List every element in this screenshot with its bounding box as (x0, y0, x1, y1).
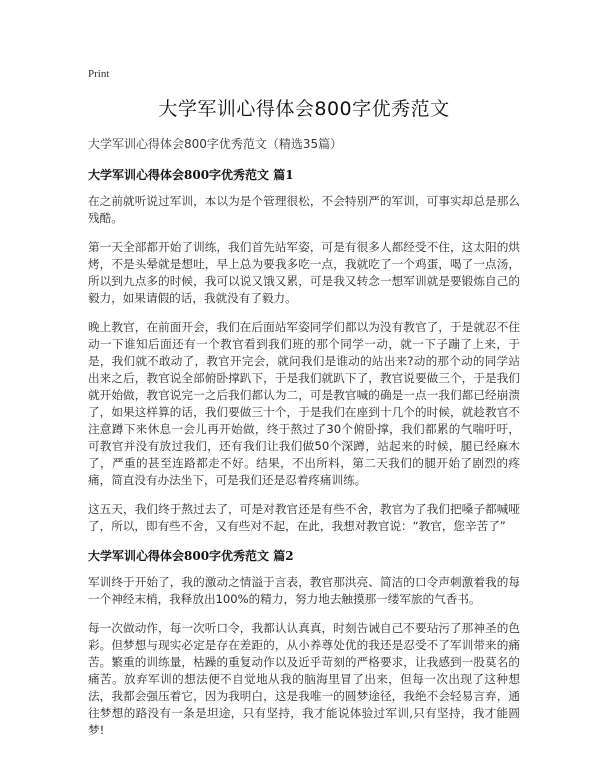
paragraph: 军训终于开始了，我的激动之情溢于言表，教官那洪亮、简洁的口令声刺激着我的每一个神经末梢，我释放出100%的精力，努力地去触摸那一缕军旅的气香书。 (88, 575, 520, 606)
print-link[interactable]: Print (88, 68, 110, 80)
paragraph: 这五天，我们终于熬过去了，可是对教官还是有些不舍，教官为了我们把嗓子都喊哑了，所以，即有些不舍，又有些对不起，在此，我想对教官说：“教官，您辛苦了” (88, 502, 520, 533)
paragraph: 第一天全部都开始了训练，我们首先站军姿，可是有很多人都经受不住，这太阳的烘烤，不是头晕就是想吐，早上总为要我多吃一点，我就吃了一个鸡蛋，喝了一点汤，所以到九点多的时候，我可以说又饿又累，可是我又转念一想军训就是要锻炼自己的毅力，如果请假的话，我就没有了毅力。 (88, 240, 520, 305)
document-page (88, 68, 520, 751)
paragraph: 每一次做动作，每一次听口令，我都认认真真，时刻告诫自己不要玷污了那神圣的色彩。但梦想与现实必定是存在差距的，从小养尊处优的我还是忍受不了军训带来的痛苦。繁重的训练量，枯躁的重复动作以及近乎苛刻的严格要求，让我感到一股莫名的痛苦。放弃军训的想法便不自觉地从我的脑海里冒了出来，但每一次出现了这种想法，我都会强压着它，因为我明白，这是我唯一的圆梦途径，我绝不会轻易言弃，通往梦想的路没有一条是坦途，只有坚持，我才能说体验过军训,只有坚持，我才能圆梦! (88, 621, 520, 737)
paragraph: 晚上教官，在前面开会，我们在后面站军姿同学们都以为没有教官了，于是就忍不住动一下谁知后面还有一个教官看到我们班的那个同学一动，就一下子蹦了上来，于是，我们就不敢动了，教官开完会，就问我们是谁动的站出来?动的那个动的同学站出来之后，教官说全部俯卧撑趴下，于是我们就趴下了，教官说要做三个，于是我们就开始做，教官说完一之后我们都认为二，可是教官喊的确是一点一我们都已经崩溃了，如果这样算的话，我们要做三十个，于是我们在座到十几个的时候，就趁教官不注意蹲下来休息一会儿再开始做，终于熬过了30个俯卧撑，我们都累的气喘吁吁，可教官并没有放过我们，还有我们让我们做50个深蹲，站起来的时候，腿已经麻木了，严重的甚至连路都走不好。结果，不出所料，第二天我们的腿开始了剧烈的疼痛，简直没有办法坐下，可是我们还是忍着疼痛训练。 (88, 320, 520, 487)
section-heading-1: 大学军训心得体会800字优秀范文 篇1 (88, 168, 294, 182)
document-title: 大学军训心得体会800字优秀范文 (158, 98, 450, 120)
document-subtitle: 大学军训心得体会800字优秀范文（精选35篇） (88, 137, 343, 151)
section-heading-2: 大学军训心得体会800字优秀范文 篇2 (88, 549, 294, 563)
paragraph: 在之前就听说过军训，本以为是个管理很松，不会特别严的军训，可事实却总是那么残酷。 (88, 194, 520, 225)
